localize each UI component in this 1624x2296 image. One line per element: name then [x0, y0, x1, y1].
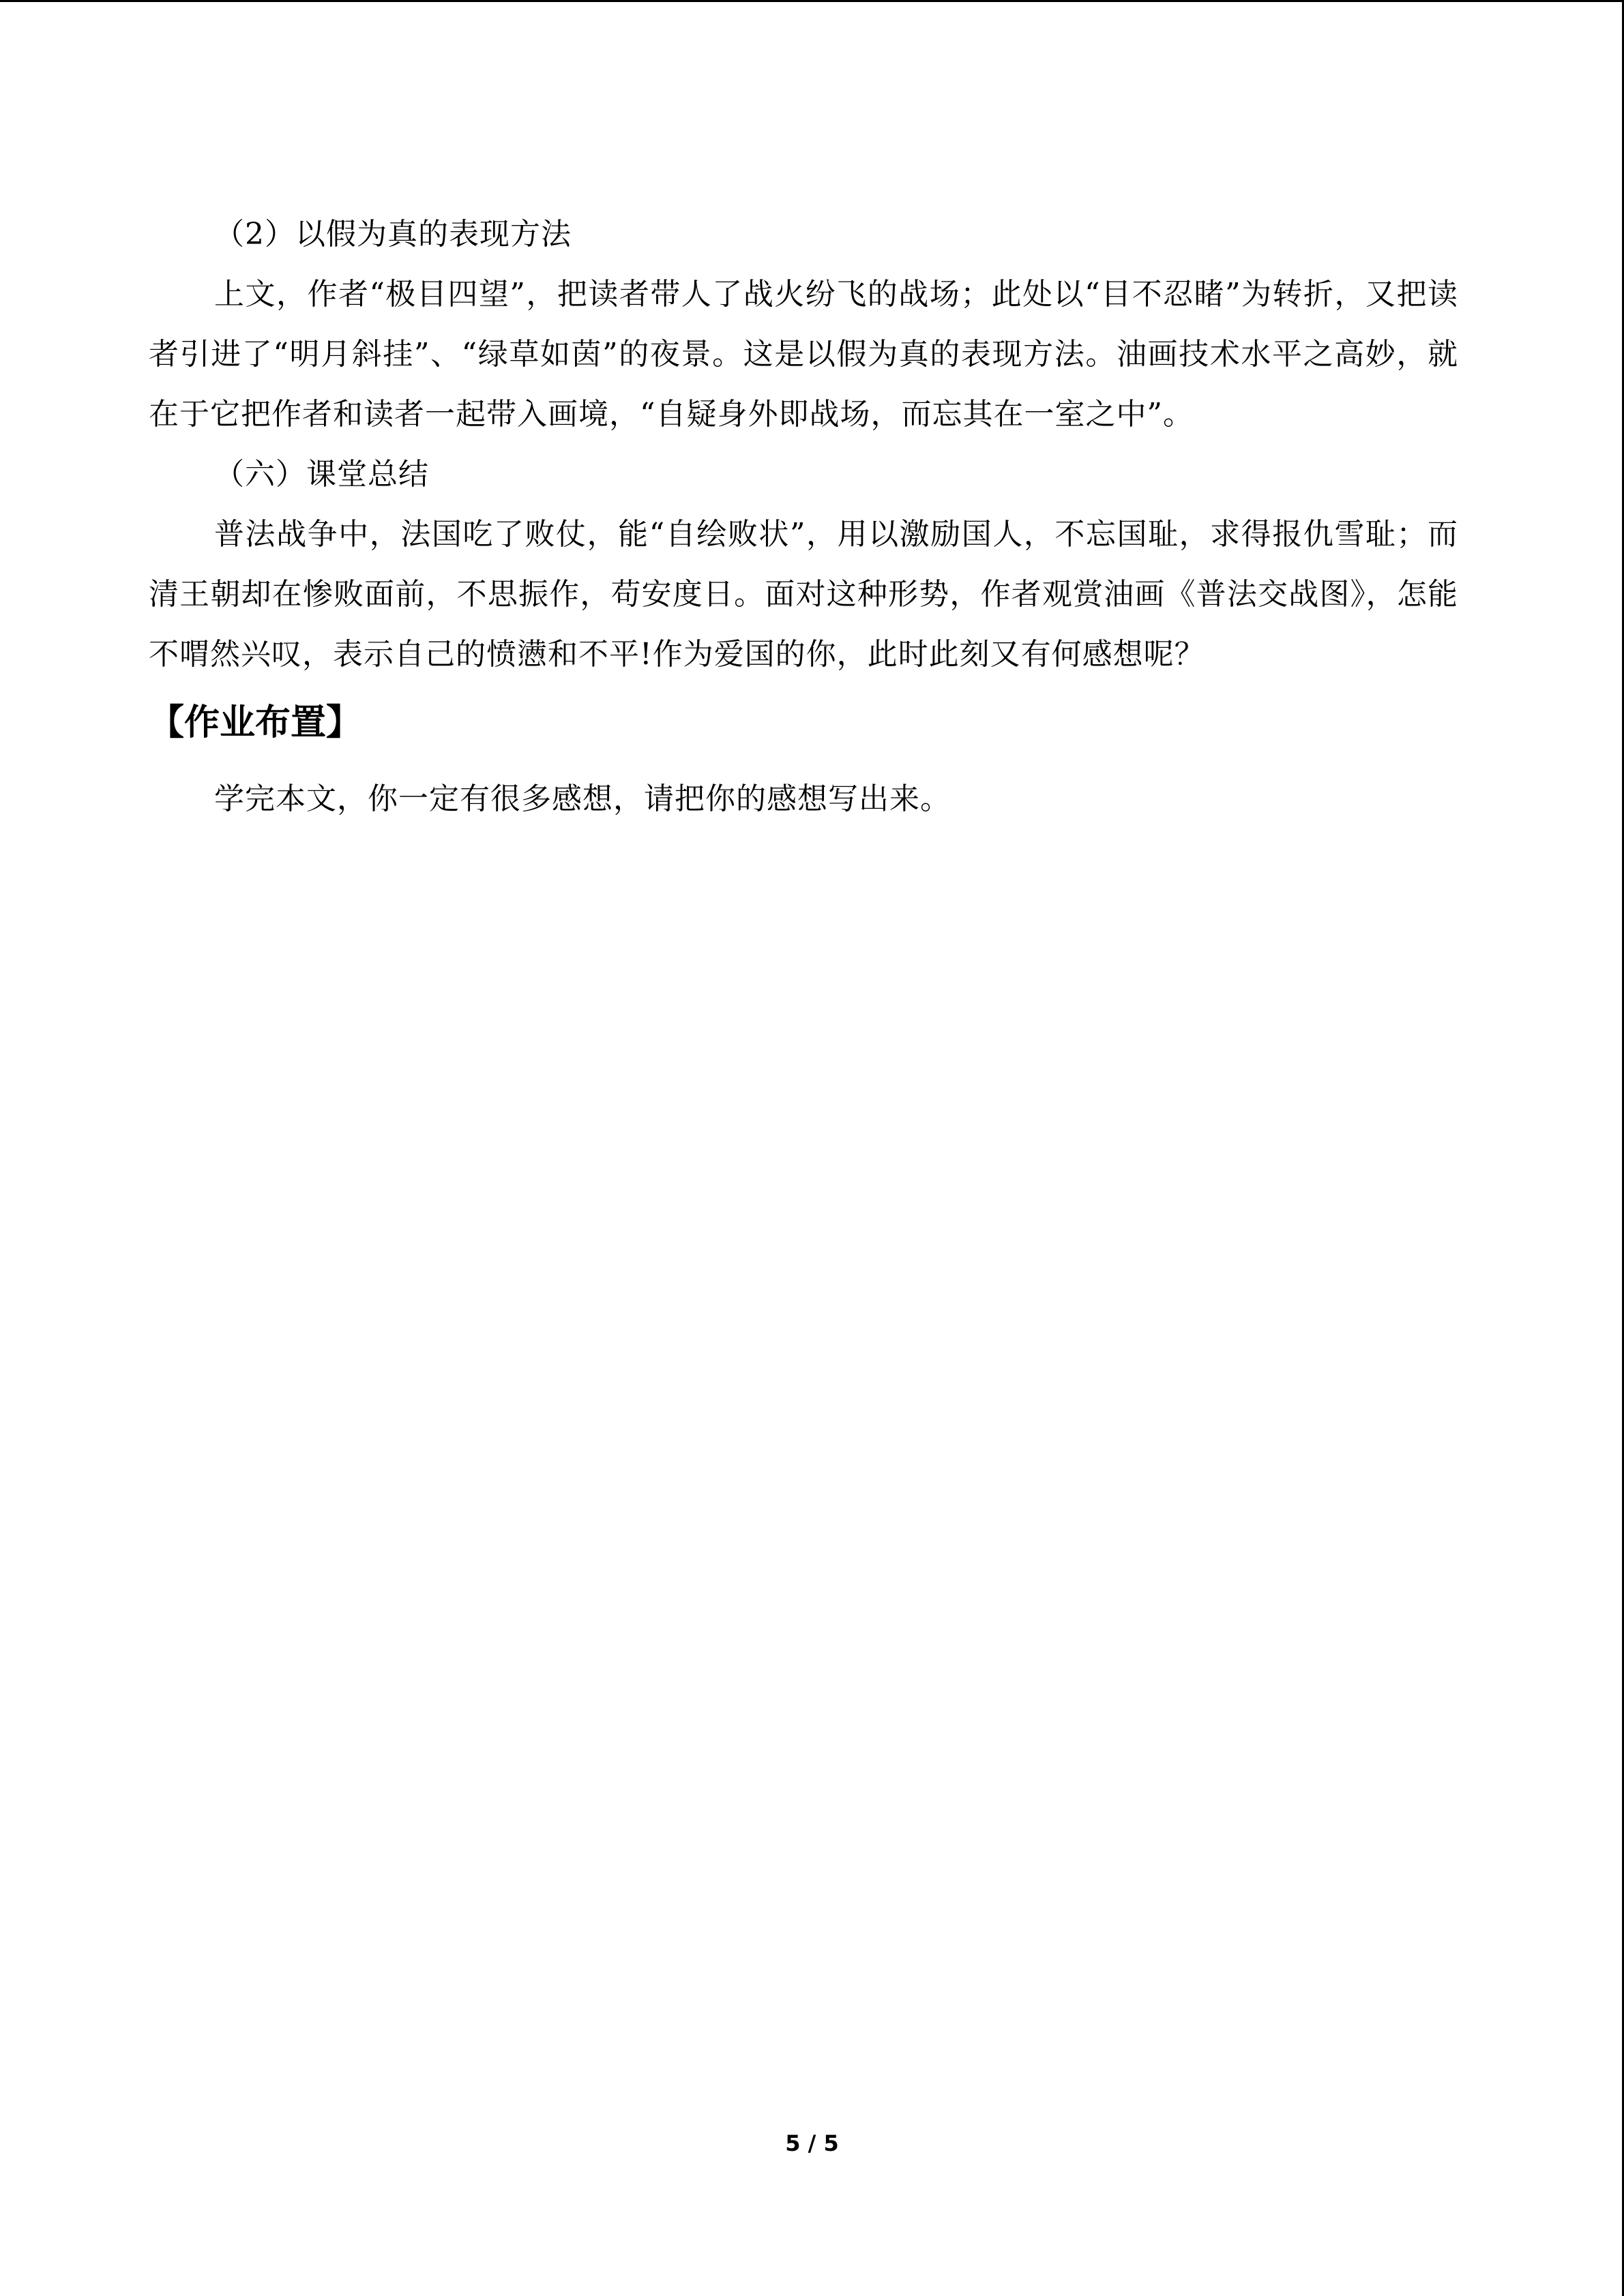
top-border-line [0, 0, 1624, 2]
spacer [149, 761, 1458, 769]
section-title-summary: （六）课堂总结 [214, 457, 429, 492]
page-number: 5 / 5 [785, 2130, 839, 2156]
body-paragraph: 上文，作者“极目四望”，把读者带人了战火纷飞的战场；此处以“目不忍睹”为转折，又把读者引进了“明月斜挂”、“绿草如茵”的夜景。这是以假为真的表现方法。油画技术水平之高妙，就在于它把作者和读者一起带入画境，“自疑身外即战场，而忘其在一室之中”。 [149, 277, 1458, 432]
subsection-title: （2）以假为真的表现方法 [214, 217, 572, 252]
homework-paragraph: 学完本文，你一定有很多感想，请把你的感想写出来。 [214, 781, 951, 816]
homework-heading: 【作业布置】 [149, 702, 362, 743]
body-paragraph: 普法战争中，法国吃了败仗，能“自绘败状”，用以激励国人，不忘国耻，求得报仇雪耻；而清王朝却在惨败面前，不思振作，苟安度日。面对这种形势，作者观赏油画《普法交战图》，怎能不喟然兴叹，表示自己的愤懑和不平!作为爱国的你，此时此刻又有何感想呢？ [149, 517, 1458, 672]
document-page [149, 205, 1458, 829]
